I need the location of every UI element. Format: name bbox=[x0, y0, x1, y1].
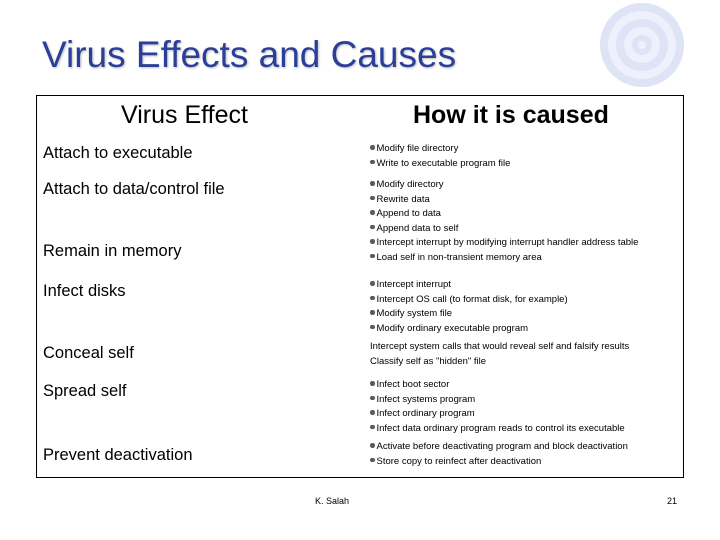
bullet-icon bbox=[370, 281, 375, 286]
bullet-icon bbox=[370, 458, 375, 463]
cause-list bbox=[370, 378, 625, 436]
bullet-icon bbox=[370, 181, 375, 186]
cause-text: Store copy to reinfect after deactivation bbox=[376, 455, 542, 467]
cause-item bbox=[370, 422, 625, 437]
virus-effect-cell: Infect disks bbox=[43, 282, 126, 300]
virus-effect-cell: Attach to data/control file bbox=[43, 180, 225, 198]
decorative-circles-graphic bbox=[590, 0, 720, 110]
bullet-icon bbox=[370, 210, 375, 215]
cause-item bbox=[370, 157, 510, 172]
cause-item bbox=[370, 393, 625, 408]
cause-list bbox=[370, 178, 458, 236]
virus-effect-cell: Remain in memory bbox=[43, 242, 182, 260]
bullet-icon bbox=[370, 325, 375, 330]
footer-author: K. Salah bbox=[315, 496, 350, 506]
cause-text: Intercept interrupt by modifying interrupt handler address table bbox=[376, 237, 639, 248]
cause-text: Intercept interrupt bbox=[376, 279, 451, 290]
cause-text: Modify system file bbox=[376, 308, 452, 319]
column-header-virus-effect: Virus Effect bbox=[121, 101, 248, 129]
bullet-icon bbox=[370, 410, 375, 415]
bullet-icon bbox=[370, 160, 375, 165]
slide-number: 21 bbox=[667, 496, 678, 506]
cause-text: Infect data ordinary program reads to control its executable bbox=[376, 422, 625, 434]
bullet-icon bbox=[370, 425, 375, 430]
cause-item bbox=[370, 293, 568, 308]
cause-item bbox=[370, 440, 628, 455]
cause-text: Infect ordinary program bbox=[376, 408, 475, 419]
bullet-icon bbox=[370, 310, 375, 315]
cause-item bbox=[370, 251, 638, 266]
cause-text: Append data to self bbox=[376, 222, 459, 234]
bullet-icon bbox=[370, 196, 375, 201]
bullet-icon bbox=[370, 225, 375, 230]
cause-text: Write to executable program file bbox=[376, 157, 511, 169]
cause-text: Modify directory bbox=[376, 179, 444, 190]
slide-title: Virus Effects and Causes bbox=[42, 34, 457, 75]
cause-text: Activate before deactivating program and block deactivation bbox=[376, 441, 628, 452]
bullet-icon bbox=[370, 145, 375, 150]
cause-item bbox=[370, 207, 458, 222]
cause-item bbox=[370, 236, 638, 251]
cause-text: Intercept OS call (to format disk, for example) bbox=[376, 293, 568, 305]
cause-text: Infect boot sector bbox=[376, 379, 450, 390]
cause-list bbox=[370, 236, 638, 265]
bullet-icon bbox=[370, 443, 375, 448]
cause-text: Modify file directory bbox=[376, 143, 459, 154]
bullet-icon bbox=[370, 381, 375, 386]
cause-item bbox=[370, 142, 510, 157]
cause-list bbox=[370, 278, 568, 336]
effects-causes-table bbox=[36, 95, 684, 478]
cause-text: Infect systems program bbox=[376, 393, 476, 405]
cause-item bbox=[370, 378, 625, 393]
cause-list bbox=[370, 340, 629, 369]
cause-item bbox=[370, 355, 629, 370]
bullet-icon bbox=[370, 296, 375, 301]
virus-effect-cell: Spread self bbox=[43, 382, 127, 400]
cause-item bbox=[370, 455, 628, 470]
cause-list bbox=[370, 142, 510, 171]
cause-item bbox=[370, 322, 568, 337]
column-header-how-caused: How it is caused bbox=[413, 101, 609, 129]
bullet-icon bbox=[370, 239, 375, 244]
cause-list bbox=[370, 440, 628, 469]
cause-text: Rewrite data bbox=[376, 193, 430, 205]
cause-text: Modify ordinary executable program bbox=[376, 322, 529, 334]
cause-item bbox=[370, 222, 458, 237]
virus-effect-cell: Conceal self bbox=[43, 344, 134, 362]
cause-text: Load self in non-transient memory area bbox=[376, 251, 542, 263]
virus-effect-cell: Prevent deactivation bbox=[43, 446, 193, 464]
cause-text: Intercept system calls that would reveal self and falsify results bbox=[370, 341, 630, 352]
cause-item bbox=[370, 407, 625, 422]
cause-text: Classify self as "hidden" file bbox=[370, 355, 487, 367]
cause-item bbox=[370, 278, 568, 293]
bullet-icon bbox=[370, 254, 375, 259]
cause-item bbox=[370, 193, 458, 208]
bullet-icon bbox=[370, 396, 375, 401]
virus-effect-cell: Attach to executable bbox=[43, 144, 193, 162]
cause-text: Append to data bbox=[376, 208, 441, 219]
cause-item bbox=[370, 178, 458, 193]
cause-item bbox=[370, 307, 568, 322]
cause-item bbox=[370, 340, 629, 355]
